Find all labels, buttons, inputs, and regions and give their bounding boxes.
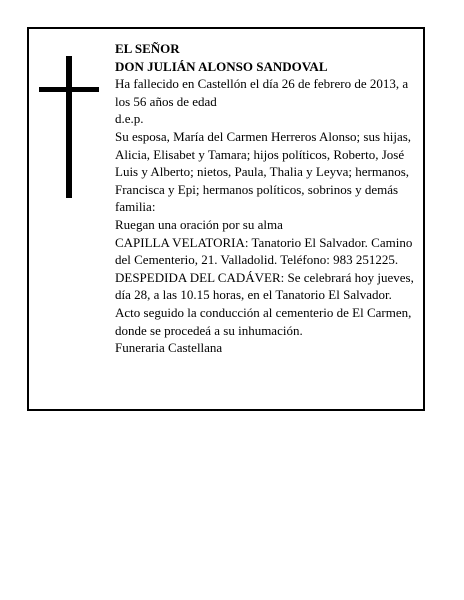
notice-title: EL SEÑOR <box>115 41 180 56</box>
deceased-name: DON JULIÁN ALONSO SANDOVAL <box>115 58 328 74</box>
cross-vertical-bar <box>66 56 72 198</box>
prayer-request: Ruegan una oración por su alma <box>115 216 283 232</box>
family-list: Su esposa, María del Carmen Herreros Alonso; sus hijas, Alicia, Elisabet y Tamara; hijos políticos, Roberto, José Luis y Alberto; nietos, Paula, Thalia y Leyva; hermanos, Francisca y Epi; hermanos políticos, sobrinos y demás familia: <box>115 128 412 215</box>
cross-icon <box>39 56 99 198</box>
obituary-notice <box>27 27 425 411</box>
farewell-info: DESPEDIDA DEL CADÁVER: Se celebrará hoy jueves, día 28, a las 10.15 horas, en el Tanatorio El Salvador. Acto seguido la conducción al cementerio de El Carmen, donde se procedeá a su inhumación. <box>115 269 414 338</box>
chapel-info: CAPILLA VELATORIA: Tanatorio El Salvador. Camino del Cementerio, 21. Valladolid. Teléfono: 983 251225. <box>115 234 413 268</box>
rip-line: d.e.p. <box>115 111 144 127</box>
death-info: Ha fallecido en Castellón el día 26 de febrero de 2013, a los 56 años de edad <box>115 76 409 109</box>
notice-text-block <box>115 40 417 357</box>
funeral-home: Funeraria Castellana <box>115 340 223 356</box>
cross-horizontal-bar <box>39 87 99 92</box>
